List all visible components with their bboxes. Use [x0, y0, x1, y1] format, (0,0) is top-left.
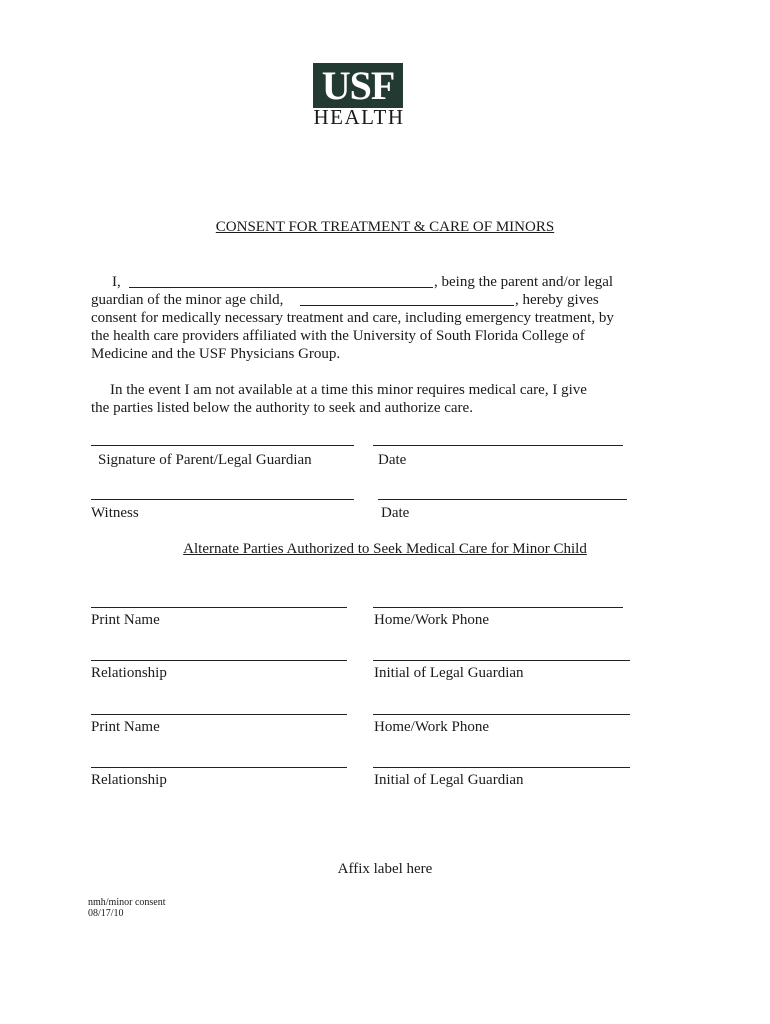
- witness-date-line[interactable]: [378, 499, 627, 500]
- footer-date: 08/17/10: [88, 908, 124, 919]
- witness-signature-line[interactable]: [91, 499, 354, 500]
- alt2-phone-label: Home/Work Phone: [374, 719, 490, 735]
- alt2-relationship-line[interactable]: [91, 767, 347, 768]
- signature-label: Signature of Parent/Legal Guardian: [98, 452, 312, 468]
- affix-label-text: Affix label here: [337, 861, 433, 877]
- witness-label: Witness: [91, 505, 139, 521]
- alt1-relationship-line[interactable]: [91, 660, 347, 661]
- para1-line1-end: , being the parent and/or legal: [434, 274, 614, 290]
- para1-line3: consent for medically necessary treatment and care, including emergency treatment, by: [91, 310, 614, 326]
- child-name-blank[interactable]: [300, 305, 514, 306]
- alt2-print-name-label: Print Name: [91, 719, 160, 735]
- form-title: CONSENT FOR TREATMENT & CARE OF MINORS: [215, 219, 555, 235]
- usf-logo: [313, 63, 403, 108]
- para2-line2: the parties listed below the authority to seek and authorize care.: [91, 400, 473, 416]
- alt1-print-name-line[interactable]: [91, 607, 347, 608]
- parent-signature-line[interactable]: [91, 445, 354, 446]
- alt1-phone-line[interactable]: [373, 607, 623, 608]
- alt2-phone-line[interactable]: [373, 714, 630, 715]
- alt2-initial-line[interactable]: [373, 767, 630, 768]
- para1-line2-start: guardian of the minor age child,: [91, 292, 284, 308]
- alt1-phone-label: Home/Work Phone: [374, 612, 490, 628]
- date-label-2: Date: [381, 505, 410, 521]
- logo-brand-text: USF: [321, 62, 395, 108]
- alt2-print-name-line[interactable]: [91, 714, 347, 715]
- para1-line2-end: , hereby gives: [515, 292, 599, 308]
- alternate-parties-title: Alternate Parties Authorized to Seek Medical Care for Minor Child: [183, 541, 587, 557]
- para1-line5: Medicine and the USF Physicians Group.: [91, 346, 341, 362]
- parent-name-blank[interactable]: [129, 287, 433, 288]
- date-label-1: Date: [378, 452, 407, 468]
- para1-line1-start: I,: [112, 274, 121, 290]
- footer-form-id: nmh/minor consent: [88, 897, 166, 908]
- alt2-initial-label: Initial of Legal Guardian: [374, 772, 524, 788]
- parent-date-line[interactable]: [373, 445, 623, 446]
- para2-line1: In the event I am not available at a time this minor requires medical care, I give: [110, 382, 587, 398]
- alt1-relationship-label: Relationship: [91, 665, 167, 681]
- alt1-initial-label: Initial of Legal Guardian: [374, 665, 524, 681]
- logo-health-text: HEALTH: [313, 105, 405, 129]
- alt2-relationship-label: Relationship: [91, 772, 167, 788]
- alt1-initial-line[interactable]: [373, 660, 630, 661]
- para1-line4: the health care providers affiliated with the University of South Florida College of: [91, 328, 585, 344]
- alt1-print-name-label: Print Name: [91, 612, 160, 628]
